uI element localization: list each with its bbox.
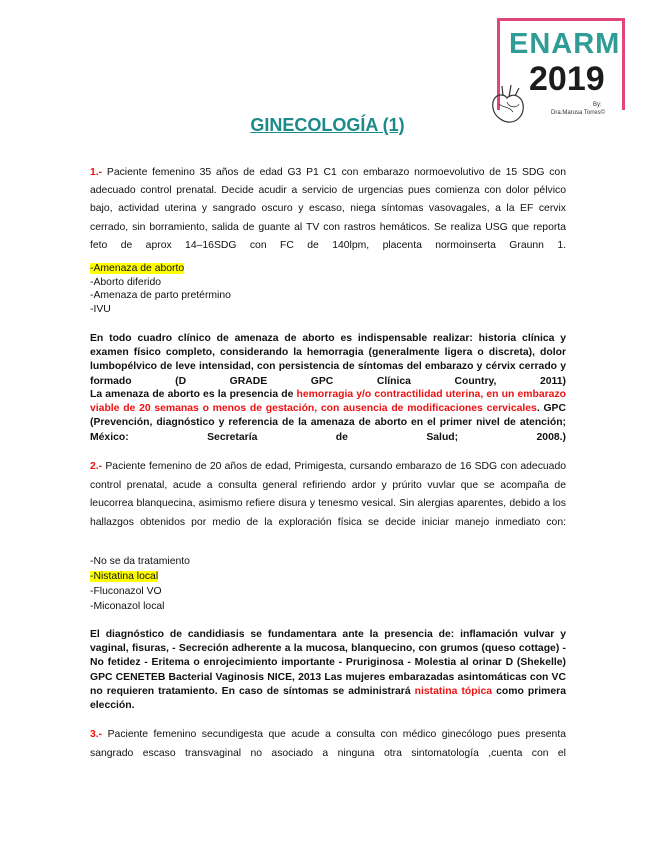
question-3 bbox=[90, 726, 566, 763]
question-1-option: -Amenaza de parto pretérmino bbox=[90, 290, 231, 301]
question-1 bbox=[90, 164, 566, 255]
question-2-text: Paciente femenino de 20 años de edad, Primigesta, cursando embarazo de 16 SDG con adecuado control prenatal, acude a consulta general refiriendo ardor y prúrito vuvlar que se acompaña de leucorrea blanquecina, asimismo refiere disura y tenesmo vesical. Sin alergias aparentes, debido a los hallazgos obtenidos por medio de la exploración física se decide iniciar manejo inmediato con: bbox=[90, 461, 566, 528]
logo-by-text: By: bbox=[593, 102, 602, 108]
question-1-option: -Aborto diferido bbox=[90, 276, 162, 288]
question-3-number: 3.- bbox=[90, 729, 103, 740]
question-1-option: -Amenaza de aborto bbox=[90, 263, 185, 274]
question-1-number: 1.- bbox=[90, 167, 103, 178]
question-1-definition: La amenaza de aborto es la presencia de hemorragia y/o contractilidad uterina, en un embarazo viable de 20 semanas o menos de gestación, con ausencia de modificaciones cervicales. GPC (Prevención, diagnóstico y referencia de la amenaza de aborto en el primer nivel de atención; México: Secretaría de Salud; 2008.) bbox=[90, 389, 566, 443]
question-2-number: 2.- bbox=[90, 461, 103, 472]
question-2-options bbox=[90, 554, 190, 614]
logo-author-text: Dra.Marusa Torres© bbox=[551, 110, 605, 116]
question-2-option: -No se da tratamiento bbox=[90, 556, 190, 567]
page-title: GINECOLOGÍA (1) bbox=[250, 115, 405, 135]
question-2-option: -Fluconazol VO bbox=[90, 586, 162, 597]
highlighted-definition: hemorragia y/o contractilidad uterina, en un embarazo viable de 20 semanas o menos de gestación, con ausencia de modificaciones cervicales bbox=[90, 389, 566, 415]
question-3-text: Paciente femenino secundigesta que acude a consulta con médico ginecólogo pues presenta sangrado escaso transvaginal no asociado a ninguna otra sintomatología ,cuenta con el bbox=[90, 729, 566, 759]
question-1-text: Paciente femenino 35 años de edad G3 P1 C1 con embarazo normoevolutivo de 15 SDG con adecuado control prenatal. Decide acudir a servicio de urgencias pues comienza con dolor pélvico bajo, actividad uterina y sangrado oscuro y escaso, niega síntomas vasovagales, a la EF cervix cerrado, sin borramiento, salida de guante al TV con rastros hemáticos. Se realiza USG que reporta feto de aprox 14–16SDG con FC de 140lpm, placenta normoinserta Graunn 1. bbox=[90, 167, 566, 251]
logo-year-text: 2019 bbox=[529, 60, 605, 98]
question-2 bbox=[90, 458, 566, 532]
question-2-option: -Miconazol local bbox=[90, 601, 165, 612]
logo-enarm-text: ENARM bbox=[509, 28, 621, 60]
question-1-options bbox=[90, 262, 231, 316]
question-2-explanation: El diagnóstico de candidiasis se fundamentara ante la presencia de: inflamación vulvar y vaginal, fisuras, - Secreción adherente a la mucosa, blanquecino, con grumos (queso cottage) - No fetidez - Eritema o enrojecimiento importante - Pruriginosa - Molestia al orinar D (Shekelle) GPC CENETEB Bacterial Vaginosis NICE, 2013 Las mujeres embarazadas asintomáticas con VC no requieren tratamiento. En caso de síntomas se administrará nistatina tópica como primera elección. bbox=[90, 629, 567, 712]
highlighted-treatment: nistatina tópica bbox=[414, 685, 493, 697]
question-1-option: -IVU bbox=[90, 303, 111, 315]
enarm-logo bbox=[495, 14, 635, 120]
question-2-option: -Nistatina local bbox=[90, 571, 159, 582]
question-1-explanation: En todo cuadro clínico de amenaza de aborto es indispensable realizar: historia clínica y examen físico completo, considerando la hemorragia (generalmente ligera o discreta), dolor lumbopélvico de leve intensidad, con persistencia de síntomas del embarazo y cérvix cerrado y formado (D GRADE GPC Clínica Country, 2011) bbox=[90, 333, 566, 387]
